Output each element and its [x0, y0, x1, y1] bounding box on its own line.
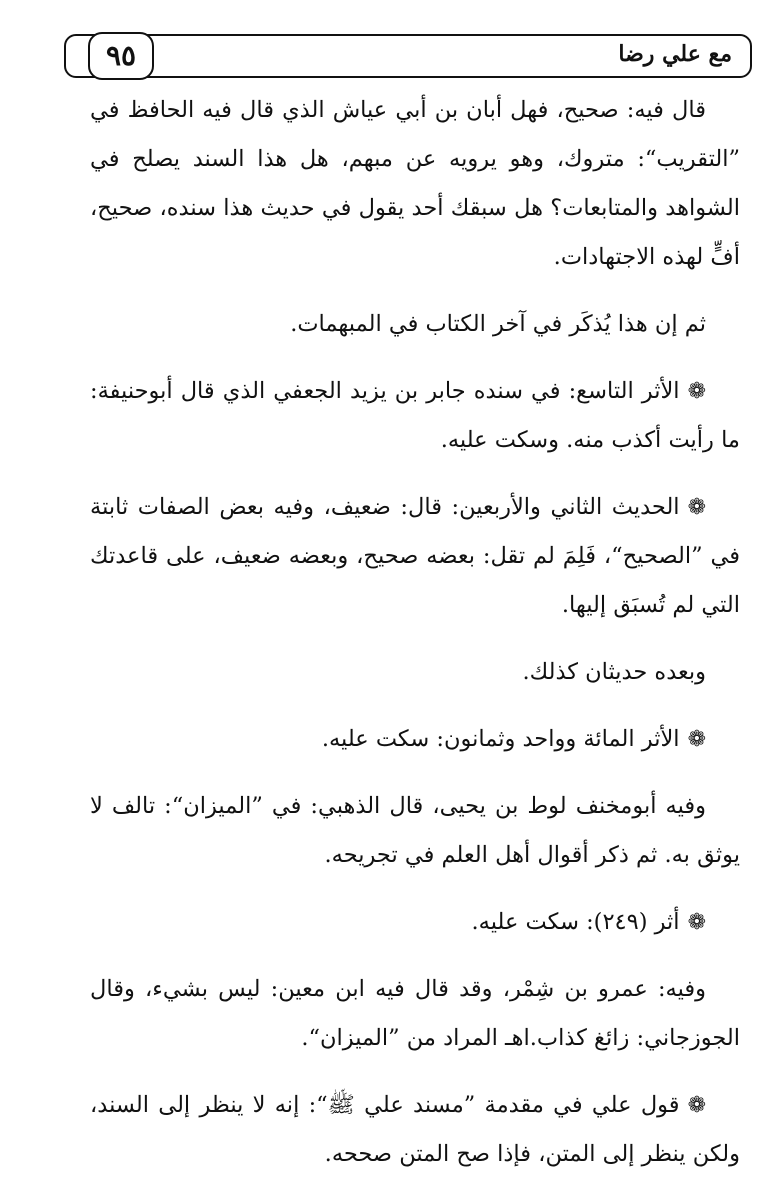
paragraph-3: ❁الأثر التاسع: في سنده جابر بن يزيد الجعفي الذي قال أبوحنيفة: ما رأيت أكذب منه. وسكت عليه.: [90, 378, 740, 453]
paragraph-2: ثم إن هذا يُذكَر في آخر الكتاب في المبهمات.: [290, 311, 706, 337]
star-ornament-icon: ❁: [687, 910, 706, 935]
running-header: [64, 34, 752, 78]
paragraph-9: وفيه: عمرو بن شِمْر، وقد قال فيه ابن معين: ليس بشيء، وقال الجوزجاني: زائغ كذاب.اهـ المراد من ”الميزان“.: [90, 976, 740, 1051]
paragraph-7: وفيه أبومخنف لوط بن يحيى، قال الذهبي: في ”الميزان“: تالف لا يوثق به. ثم ذكر أقوال أهل العلم في تجريحه.: [90, 793, 740, 868]
page-number-box: [88, 32, 154, 80]
paragraph-6: ❁الأثر المائة وواحد وثمانون: سكت عليه.: [321, 726, 706, 752]
paragraph-4: ❁الحديث الثاني والأربعين: قال: ضعيف، وفيه بعض الصفات ثابتة في ”الصحيح“، فَلِمَ لم تقل: بعضه صحيح، وبعضه ضعيف، على قاعدتك التي لم تُسبَق إليها.: [90, 494, 740, 618]
star-ornament-icon: ❁: [687, 727, 706, 752]
page-number: ٩٥: [105, 39, 137, 72]
star-ornament-icon: ❁: [687, 495, 706, 520]
paragraph-5: وبعده حديثان كذلك.: [522, 659, 706, 685]
star-ornament-icon: ❁: [687, 1093, 706, 1118]
paragraph-1: قال فيه: صحيح، فهل أبان بن أبي عياش الذي قال فيه الحافظ في ”التقريب“: متروك، وهو يرويه عن مبهم، هل هذا السند يصلح في الشواهد والمتابعات؟ هل سبقك أحد يقول في حديث هذا سنده، صحيح، أفٍّ لهذه الاجتهادات.: [90, 97, 740, 270]
header-title: مع علي رضا: [618, 41, 732, 67]
paragraph-10: ❁قول علي في مقدمة ”مسند علي ﷺ“: إنه لا ينظر إلى السند، ولكن ينظر إلى المتن، فإذا صح المتن صححه.: [90, 1092, 740, 1167]
page-body: [90, 86, 740, 1179]
paragraph-8: ❁أثر (٢٤٩): سكت عليه.: [471, 909, 706, 935]
star-ornament-icon: ❁: [687, 379, 706, 404]
